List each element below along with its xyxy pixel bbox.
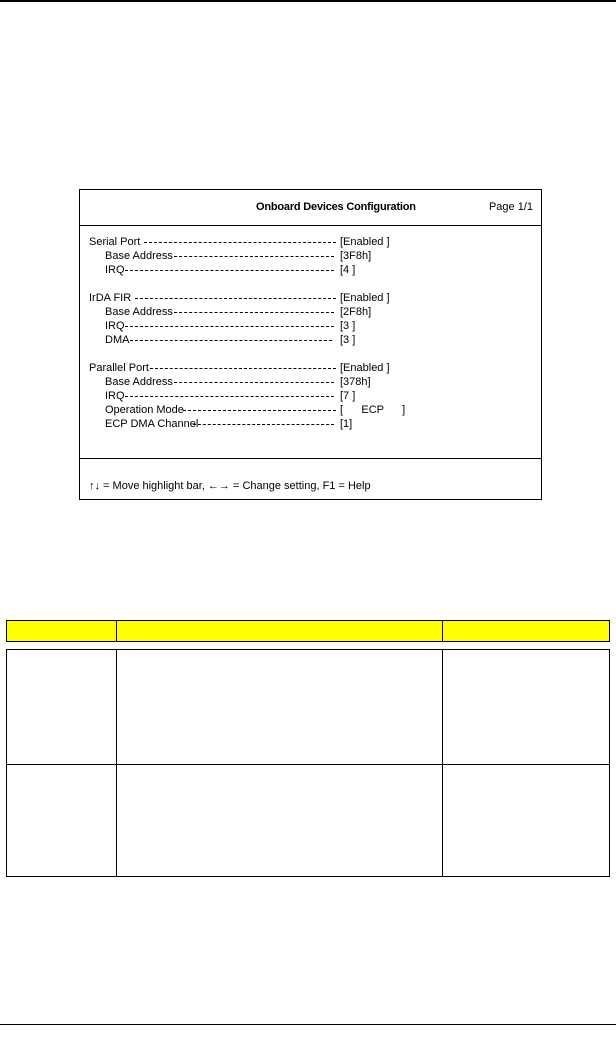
bios-help-footer <box>80 459 541 500</box>
table-cell <box>6 764 117 877</box>
dot-leader <box>125 396 334 397</box>
table-header-cell <box>442 620 610 642</box>
dot-leader <box>174 312 334 313</box>
setting-label: Parallel Port <box>89 362 149 374</box>
dot-leader <box>125 326 334 327</box>
dot-leader <box>144 242 336 243</box>
table-cell <box>6 649 117 765</box>
top-rule <box>0 0 616 2</box>
setting-value[interactable]: [1] <box>340 418 353 430</box>
setting-value[interactable]: [3 ] <box>340 320 356 332</box>
bios-header <box>80 190 541 226</box>
bottom-rule <box>0 1024 616 1025</box>
setting-label: IRQ <box>105 264 125 276</box>
dot-leader <box>174 382 334 383</box>
bios-settings-list <box>80 226 541 459</box>
setting-label: IrDA FIR <box>89 292 132 304</box>
dot-leader <box>183 410 336 411</box>
dot-leader <box>130 340 332 341</box>
table-header-cell <box>116 620 443 642</box>
table-cell <box>116 764 443 877</box>
table-cell <box>116 649 443 765</box>
setting-value[interactable]: [Enabled ] <box>340 292 390 304</box>
setting-label: IRQ <box>105 320 125 332</box>
dot-leader <box>174 256 334 257</box>
setting-label: IRQ <box>105 390 125 402</box>
setting-value[interactable]: [378h] <box>340 376 371 388</box>
setting-value[interactable]: [3F8h] <box>340 250 372 262</box>
bios-title: Onboard Devices Configuration <box>256 201 416 213</box>
help-text: ↑↓ = Move highlight bar, ←→ = Change setting, F1 = Help <box>89 480 371 492</box>
setting-value[interactable]: [2F8h] <box>340 306 372 318</box>
setting-value[interactable]: [3 ] <box>340 334 356 346</box>
dot-leader <box>125 270 334 271</box>
setting-label: Serial Port <box>89 236 141 248</box>
setting-value[interactable]: [ ECP ] <box>340 404 406 416</box>
parameter-table <box>6 620 610 877</box>
setting-label: Base Address <box>105 306 173 318</box>
table-cell <box>442 649 610 765</box>
setting-label: ECP DMA Channel <box>105 418 199 430</box>
setting-label: Operation Mode <box>105 404 184 416</box>
bios-page-indicator: Page 1/1 <box>488 201 533 213</box>
setting-label: Base Address <box>105 250 173 262</box>
table-header-cell <box>6 620 117 642</box>
table-cell <box>442 764 610 877</box>
bios-setup-screen <box>79 189 542 500</box>
setting-value[interactable]: [4 ] <box>340 264 356 276</box>
setting-value[interactable]: [Enabled ] <box>340 236 390 248</box>
dot-leader <box>150 368 336 369</box>
setting-value[interactable]: [7 ] <box>340 390 356 402</box>
setting-label: DMA <box>105 334 130 346</box>
dot-leader <box>193 424 334 425</box>
dot-leader <box>135 298 336 299</box>
setting-label: Base Address <box>105 376 173 388</box>
setting-value[interactable]: [Enabled ] <box>340 362 390 374</box>
